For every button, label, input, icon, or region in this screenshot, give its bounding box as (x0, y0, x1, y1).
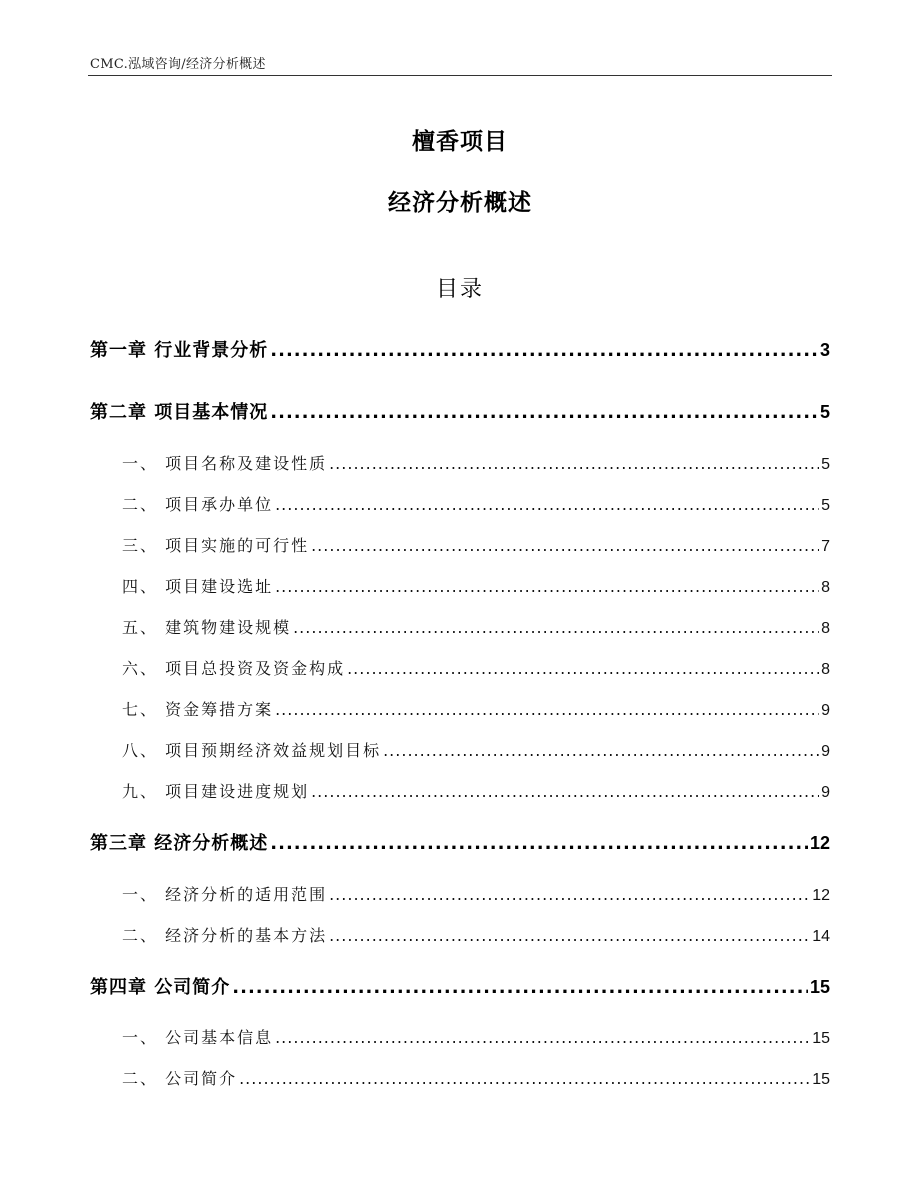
toc-entry-page: 5 (819, 402, 830, 422)
toc-entry-section[interactable] (122, 1025, 830, 1048)
toc-entry-label: 七、 资金筹措方案 (122, 700, 274, 719)
toc-entry-label: 一、 项目名称及建设性质 (122, 454, 328, 473)
toc-entry-section[interactable] (122, 574, 830, 597)
toc-entry-page: 8 (821, 620, 830, 637)
toc-dot-leader (311, 536, 819, 555)
toc-entry-page: 15 (812, 1071, 830, 1088)
document-subtitle: 经济分析概述 (388, 190, 532, 216)
toc-entry-section[interactable] (122, 882, 830, 905)
toc-entry-label: 第三章 经济分析概述 (90, 833, 269, 854)
toc-entry-page: 5 (821, 497, 830, 514)
toc-entry-label: 三、 项目实施的可行性 (122, 536, 310, 555)
toc-dot-leader (275, 577, 819, 596)
toc-entry-chapter-2[interactable] (90, 398, 830, 424)
toc-entry-page: 12 (809, 833, 830, 853)
toc-entry-label: 四、 项目建设选址 (122, 577, 274, 596)
toc-entry-section[interactable] (122, 492, 830, 515)
toc-dot-leader (329, 454, 819, 473)
toc-entry-page: 5 (821, 456, 830, 473)
toc-entry-label: 第四章 公司简介 (90, 977, 231, 998)
toc-entry-page: 9 (821, 702, 830, 719)
toc-entry-label: 九、 项目建设进度规划 (122, 782, 310, 801)
toc-entry-page: 3 (819, 340, 830, 360)
toc-entry-page: 15 (812, 1030, 830, 1047)
page-header-text: CMC.泓域咨询/经济分析概述 (90, 57, 266, 72)
toc-entry-page: 9 (821, 743, 830, 760)
toc-entry-label: 六、 项目总投资及资金构成 (122, 659, 346, 678)
toc-entry-page: 8 (821, 579, 830, 596)
toc-entry-label: 一、 公司基本信息 (122, 1028, 274, 1047)
toc-entry-page: 15 (809, 977, 830, 997)
toc-entry-section[interactable] (122, 923, 830, 946)
toc-entry-page: 9 (821, 784, 830, 801)
toc-entry-label: 一、 经济分析的适用范围 (122, 885, 328, 904)
toc-dot-leader (311, 782, 819, 801)
toc-entry-chapter-1[interactable] (90, 336, 830, 362)
toc-entry-section[interactable] (122, 779, 830, 802)
document-title: 檀香项目 (412, 129, 508, 155)
toc-dot-leader (329, 926, 810, 945)
toc-heading: 目录 (435, 277, 484, 302)
toc-dot-leader (347, 659, 819, 678)
toc-entry-label: 五、 建筑物建设规模 (122, 618, 292, 637)
toc-entry-section[interactable] (122, 656, 830, 679)
toc-dot-leader (275, 1028, 810, 1047)
toc-dot-leader (275, 700, 819, 719)
toc-entry-section[interactable] (122, 533, 830, 556)
toc-dot-leader (270, 402, 818, 423)
toc-entry-label: 二、 项目承办单位 (122, 495, 274, 514)
toc-entry-section[interactable] (122, 451, 830, 474)
toc-entry-section[interactable] (122, 697, 830, 720)
toc-entry-label: 二、 公司简介 (122, 1069, 238, 1088)
toc-dot-leader (275, 495, 819, 514)
toc-entry-label: 二、 经济分析的基本方法 (122, 926, 328, 945)
toc-dot-leader (293, 618, 819, 637)
toc-entry-chapter-3[interactable] (90, 829, 830, 855)
toc-entry-section[interactable] (122, 1066, 830, 1089)
toc-entry-page: 8 (821, 661, 830, 678)
toc-dot-leader (270, 340, 818, 361)
toc-dot-leader (270, 833, 808, 854)
toc-entry-label: 八、 项目预期经济效益规划目标 (122, 741, 382, 760)
toc-entry-page: 7 (821, 538, 830, 555)
toc-dot-leader (383, 741, 819, 760)
toc-entry-section[interactable] (122, 738, 830, 761)
toc-entry-label: 第二章 项目基本情况 (90, 402, 269, 423)
toc-dot-leader (232, 977, 808, 998)
toc-entry-chapter-4[interactable] (90, 973, 830, 999)
toc-entry-section[interactable] (122, 615, 830, 638)
toc-dot-leader (239, 1069, 810, 1088)
toc-entry-page: 12 (812, 887, 830, 904)
toc-entry-page: 14 (812, 928, 830, 945)
toc-entry-label: 第一章 行业背景分析 (90, 340, 269, 361)
header-divider (88, 75, 832, 76)
toc-dot-leader (329, 885, 810, 904)
